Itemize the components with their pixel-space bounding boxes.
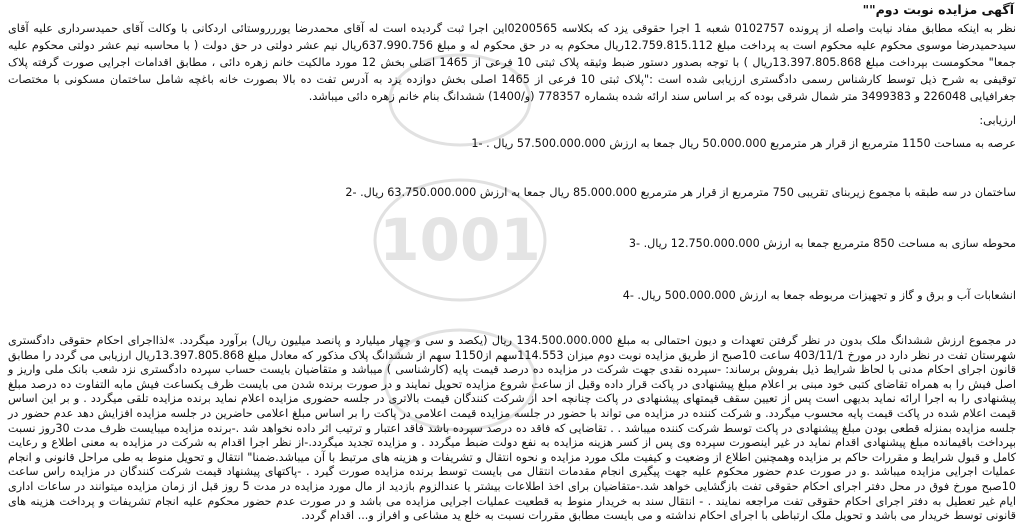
notice-title: آگهی مزایده نوبت دوم"" xyxy=(862,2,1014,17)
appraisal-item-4: انشعابات آب و برق و گاز و تجهیزات مربوطه جمعا به ارزش 500.000.000 ریال. -4 xyxy=(622,289,1016,302)
appraisal-item-2: ساختمان در سه طبقه با مجموع زیربنای تقریبی 750 مترمربع از قرار هر مترمربع 85.000.000 ریال جمعا به ارزش 63.750.000.000 ریال. -2 xyxy=(345,186,1016,199)
appraisal-item-3: محوطه سازی به مساحت 850 مترمربع جمعا به ارزش 12.750.000.000 ریال. -3 xyxy=(628,237,1016,250)
intro-paragraph: نظر به اینکه مطابق مفاد نیابت واصله از پرونده 0102757 شعبه 1 اجرا حقوقی یزد که بکلاسه 0200565این اجرا ثبت گردیده است له آقای محمدرضا یوررروستائی اردکانی با وکالت آقای حمیدسرداری علیه آقای سیدحمیدرضا موسوی محکوم علیه محکوم است به پرداخت مبلغ 12.759.815.112ریال محکوم به در حق محکوم له و مبلغ 637.990.756ریال نیم عشر دولتی در حق دولت ( با محاسبه نیم عشر دولتی محکوم علیه جمعا" محکومست بپرداخت مبلغ 13.397.805.868ریال ) با توجه بصدور دستور ضبط وثیقه پلاک ثبتی 10 فرعی از 1465 اصلی بخش 12 مورد مالکیت خانم زهره دائی ، مطابق اقدامات اجرایی صورت گرفته پلاک توقیفی به شرح ذیل توسط کارشناس رسمی دادگستری ارزیابی شده است :"پلاک ثبتی 10 فرعی از 1465 اصلی بخش دوازده یزد به آدرس تفت ده بالا بصورت خانه باغچه شامل ساختمان مسکونی با مختصات جغرافیایی 226048 و 3499383 متر شمال شرقی بوده که بر اساس سند ارائه شده بشماره 778357 (و/1400) ششدانگ بنام خانم زهره دائی میباشد. xyxy=(8,22,1017,103)
appraisal-item-1: عرصه به مساحت 1150 مترمربع از قرار هر مترمربع 50.000.000 ریال جمعا به ارزش 57.500.000.000 ریال . -1 xyxy=(471,137,1016,150)
appraisal-label: ارزیابی: xyxy=(979,114,1016,127)
auction-terms-paragraph: در مجموع ارزش ششدانگ ملک بدون در نظر گرفتن تعهدات و دیون احتمالی به مبلغ 134.500.000.000 ریال (یکصد و سی و چهار میلیارد و پانصد میلیون ریال) برآورد میگردد. »لذااجرای احکام حقوقی دادگستری شهرستان تفت در نظر دارد در مورخ 403/11/1 ساعت 10صبح از طریق مزایده نوبت دوم میزان 114.553سهم از1150 سهم از ششدانگ پلاک مذکور که معادل مبلغ 13.397.805.868ریال ارزیابی می گردد را مطابق قانون اجرای احکام مدنی با لحاظ شرایط ذیل بفروش برساند: -سپرده نقدی جهت شرکت در مزایده ده درصد قیمت پایه (کارشناسی ) میباشد و متقاضیان بایست حساب سپرده دادگستری نزد شعب بانک ملی واریز و اصل فیش را به همراه تقاضای کتبی خود مبنی بر اعلام مبلغ پیشنهادی در پاکت قرار داده وقبل از ساعت شروع مزایده تحویل نمایند و در صورت برنده شدن می بایست ظرف یکساعت فیش مابه التفاوت ده درصد مبلغ پیشنهادی را به اجرا ارائه نماید بدیهی است پس از تعیین سقف قیمتهای پیشنهادی در پاکت چنانچه احد از شرکت کنندگان قیمت بالاتری در جلسه حضوری مزایده اعلام نماید برنده مزایده تلقی میگردد . و بر این اساس قیمت اعلام شده در پاکت قیمت پایه محسوب میگردد. و شرکت کننده در مزایده می تواند با حضور در جلسه مزایده قیمت اعلامی در پاکت را بر اساس مبلغ اعلامی حاضرین در جلسه مزایده افزایش دهد عدم حضور در جلسه مزایده بمنزله قطعی بودن مبلغ پیشنهادی در پاکت توسط شرکت کننده میباشد . . تقاضایی که فاقد ده درصد سپرده باشد فاقد اعتبار و ترتیب اثر داده نخواهد شد .-برنده مزایده میبایست ظرف مدت 30روز نسبت بپرداخت باقیمانده مبلغ پیشنهادی اقدام نماید در غیر اینصورت سپرده وی پس از کسر هزینه مزایده به نفع دولت ضبط میگردد . و مزایده تجدید میگردد.-از نظر اجرا اقدام به شرکت در مزایده به معنی اطلاع و رعایت کامل و قبول شرایط و مقررات حاکم بر مزایده وهمچنین اطلاع از وضعیت و کیفیت ملک مورد مزایده و نحوه انتقال و تشریفات و هزینه های مرتبط با آن میباشد.ضمنا" انتقال و تحویل منوط به طی مراحل قانونی و انجام عملیات اجرایی مزایده میباشد .و در صورت عدم حضور محکوم علیه جهت پیگیری انجام مقدمات انتقال می بایست توسط برنده مزایده صورت گیرد . -پاکتهای پیشنهاد قیمت شرکت کنندگان در مزایده راس ساعت 10صبح مورخ فوق در محل دفتر اجرای احکام حقوقی تفت بازگشایی خواهد شد.-متقاضیان برای اخذ اطلاعات بیشتر یا عندالزوم بازدید از مال مورد مزایده در مدت 5 روز قبل از زمان مزایده میتوانند در ساعات اداری ایام غیر تعطیل به دفتر اجرای احکام حقوقی تفت مراجعه نمایند . - انتقال سند به خریدار منوط به قطعیت عملیات اجرایی مزایده می باشد و در صورت عدم حضور محکوم علیه انجام تشریفات و پرداخت هزینه های قانونی توسط خریدار می باشد و تحویل ملک ارتباطی با اجرای احکام نداشته و می بایست مطابق مقررات نسبت به خلع ید مشاعی و افراز و... اقدام گردد. xyxy=(8,334,1016,523)
watermark-number: 1001 xyxy=(379,206,541,274)
